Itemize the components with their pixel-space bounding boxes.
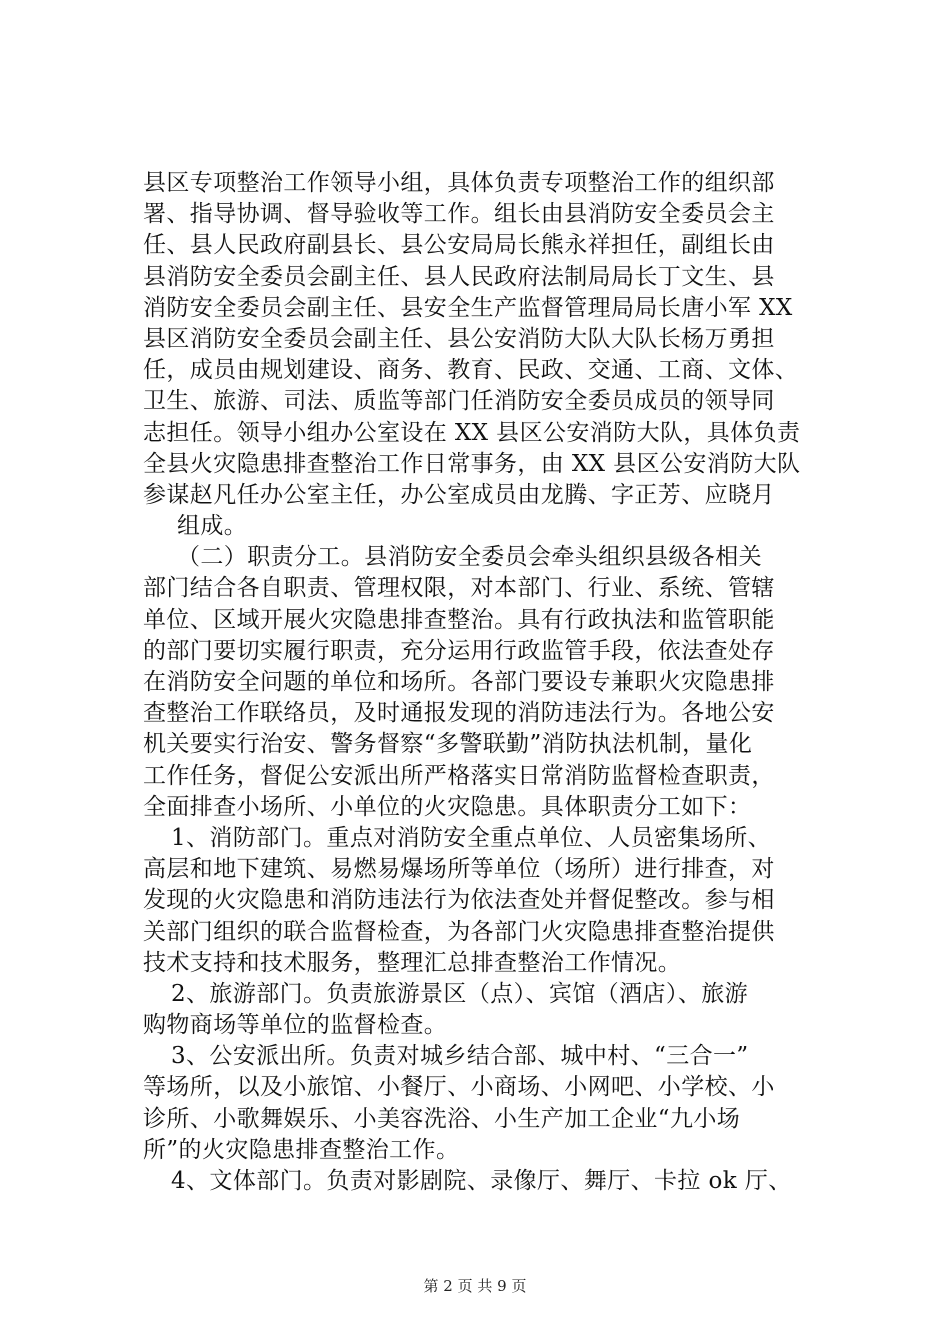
text-line: 工作任务，督促公安派出所严格落实日常消防监督检查职责， xyxy=(143,762,775,789)
text-line: 技术支持和技术服务，整理汇总排查整治工作情况。 xyxy=(143,949,682,976)
list-item-line: 2、旅游部门。负责旅游景区（点）、宾馆（酒店）、旅游 xyxy=(171,980,749,1007)
text-line: 全县火灾隐患排查整治工作日常事务，由 XX 县区公安消防大队 xyxy=(143,450,801,477)
text-line: 购物商场等单位的监督检查。 xyxy=(143,1012,448,1039)
text-line: 县区专项整治工作领导小组，具体负责专项整治工作的组织部 xyxy=(143,170,775,196)
list-item-line: 4、文体部门。负责对影剧院、录像厅、舞厅、卡拉 ok 厅、 xyxy=(171,1168,792,1194)
text-line: 在消防安全问题的单位和场所。各部门要设专兼职火灾隐患排 xyxy=(143,669,775,695)
list-item-line: 3、公安派出所。负责对城乡结合部、城中村、“三合一” xyxy=(171,1043,749,1070)
text-line: 县区消防安全委员会副主任、县公安消防大队大队长杨万勇担 xyxy=(143,325,775,352)
text-line: 署、指导协调、督导验收等工作。组长由县消防安全委员会主 xyxy=(143,201,775,228)
section-heading-line: （二）职责分工。县消防安全委员会牵头组织县级各相关 xyxy=(177,544,762,571)
page-number-footer: 第 2 页 共 9 页 xyxy=(423,1277,527,1295)
text-line: 的部门要切实履行职责，充分运用行政监管手段，依法查处存 xyxy=(143,637,775,664)
text-line: 等场所，以及小旅馆、小餐厅、小商场、小网吧、小学校、小 xyxy=(143,1074,775,1101)
text-line: 志担任。领导小组办公室设在 XX 县区公安消防大队，具体负责 xyxy=(143,419,801,446)
text-line: 参谋赵凡任办公室主任，办公室成员由龙腾、字正芳、应晓月 xyxy=(143,481,775,508)
text-line: 机关要实行治安、警务督察“多警联勤”消防执法机制，量化 xyxy=(143,731,753,758)
text-line: 卫生、旅游、司法、质监等部门任消防安全委员成员的领导同 xyxy=(143,388,775,415)
document-body xyxy=(143,168,863,1197)
text-line: 查整治工作联络员，及时通报发现的消防违法行为。各地公安 xyxy=(143,700,775,727)
text-line: 单位、区域开展火灾隐患排查整治。具有行政执法和监管职能 xyxy=(143,606,775,633)
text-line: 部门结合各自职责、管理权限，对本部门、行业、系统、管辖 xyxy=(143,575,775,602)
text-line: 发现的火灾隐患和消防违法行为依法查处并督促整改。参与相 xyxy=(143,887,775,914)
list-item-line: 1、消防部门。重点对消防安全重点单位、人员密集场所、 xyxy=(171,824,772,851)
text-line: 任，成员由规划建设、商务、教育、民政、交通、工商、文体、 xyxy=(143,357,799,384)
text-line: 关部门组织的联合监督检查，为各部门火灾隐患排查整治提供 xyxy=(143,918,775,945)
text-line: 全面排查小场所、小单位的火灾隐患。具体职责分工如下： xyxy=(143,793,752,820)
text-line: 诊所、小歌舞娱乐、小美容洗浴、小生产加工企业“九小场 xyxy=(143,1105,741,1132)
text-line: 高层和地下建筑、易燃易爆场所等单位（场所）进行排查，对 xyxy=(143,856,775,883)
text-line: 县消防安全委员会副主任、县人民政府法制局局长丁文生、县 xyxy=(143,263,775,290)
text-line: 组成。 xyxy=(177,513,248,540)
text-line: 所”的火灾隐患排查整治工作。 xyxy=(143,1136,460,1163)
text-line: 任、县人民政府副县长、县公安局局长熊永祥担任，副组长由 xyxy=(143,232,775,259)
text-line: 消防安全委员会副主任、县安全生产监督管理局局长唐小军 XX xyxy=(143,294,793,321)
